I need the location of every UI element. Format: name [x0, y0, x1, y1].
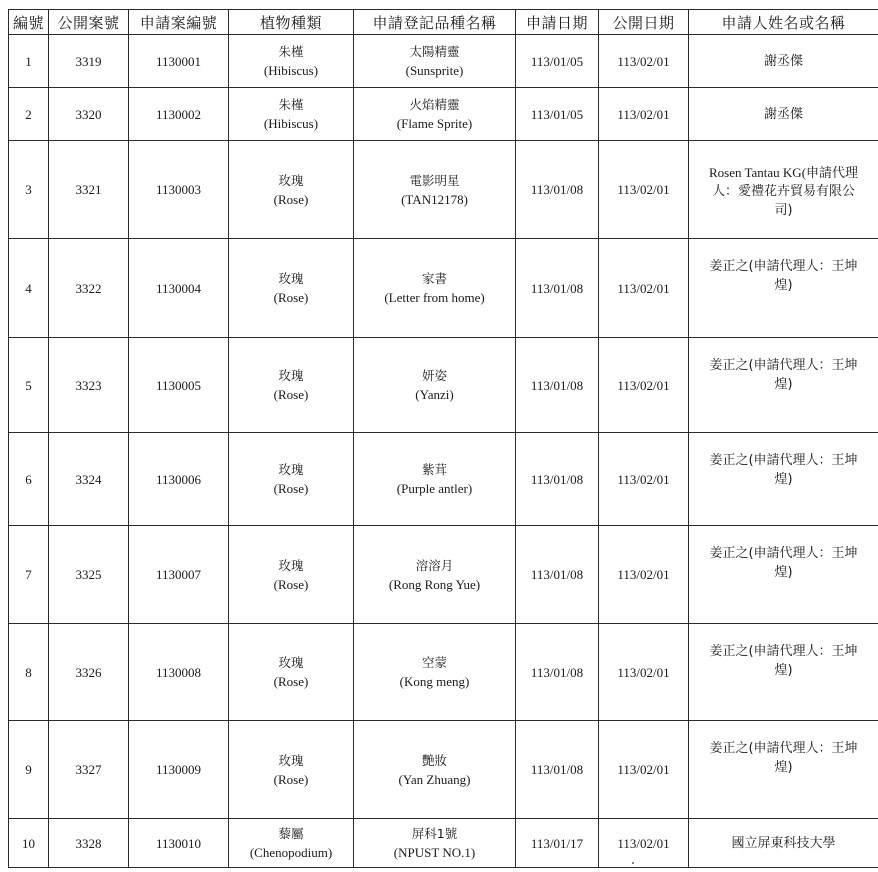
variety-name-zh: 紫茸	[421, 462, 447, 477]
public-case-no-cell: 3320	[49, 88, 129, 141]
public-case-no-cell: 3327	[49, 721, 129, 819]
variety-name-zh: 艷妝	[421, 752, 447, 768]
serial-no-cell: 2	[9, 88, 49, 141]
application-no-cell: 1130005	[129, 338, 229, 433]
publication-date-cell: 113/02/01	[599, 819, 689, 868]
plant-variety-registry-table	[8, 9, 878, 868]
applicant-line: 姜正之(申請代理人：王坤	[709, 453, 858, 468]
applicant-cell: 國立屏東科技大學	[689, 819, 878, 868]
header-variety-name: 申請登記品種名稱	[354, 10, 516, 35]
application-no-cell: 1130009	[129, 721, 229, 819]
variety-name-zh: 溶溶月	[415, 557, 454, 573]
variety-name-cell	[354, 526, 516, 624]
applicant-line: 煌)	[774, 760, 793, 775]
serial-no-cell: 5	[9, 338, 49, 433]
applicant-cell	[689, 624, 878, 721]
variety-name-en: (Purple antler)	[396, 481, 473, 496]
serial-no-cell: 6	[9, 433, 49, 526]
header-application-date: 申請日期	[516, 10, 599, 35]
application-no-cell: 1130002	[129, 88, 229, 141]
public-case-no-cell: 3321	[49, 141, 129, 239]
applicant-line: 姜正之(申請代理人：王坤	[709, 741, 858, 756]
applicant-cell	[689, 721, 878, 819]
application-date-cell: 113/01/05	[516, 35, 599, 88]
variety-name-en: (Flame Sprite)	[396, 116, 473, 131]
application-no-cell: 1130008	[129, 624, 229, 721]
applicant-cell	[689, 338, 878, 433]
application-date-cell: 113/01/08	[516, 624, 599, 721]
plant-species-en: (Rose)	[273, 771, 309, 787]
applicant-line: Rosen Tantau KG(申請代理	[708, 165, 859, 180]
plant-species-cell	[229, 624, 354, 721]
application-date-cell: 113/01/17	[516, 819, 599, 868]
table-row	[9, 624, 878, 721]
applicant-cell	[689, 433, 878, 526]
table-row	[9, 526, 878, 624]
application-no-cell: 1130004	[129, 239, 229, 338]
applicant-cell	[689, 141, 878, 239]
plant-species-cell	[229, 141, 354, 239]
applicant-line: 司)	[774, 203, 793, 218]
plant-species-en: (Rose)	[273, 191, 309, 207]
plant-species-en: (Rose)	[273, 674, 309, 689]
serial-no-cell: 10	[9, 819, 49, 868]
plant-species-cell	[229, 35, 354, 88]
plant-species-en: (Rose)	[273, 387, 309, 402]
variety-name-cell	[354, 35, 516, 88]
plant-species-en: (Rose)	[273, 576, 309, 592]
public-case-no-cell: 3328	[49, 819, 129, 868]
header-application-no: 申請案編號	[129, 10, 229, 35]
applicant-cell	[689, 526, 878, 624]
application-no-cell: 1130007	[129, 526, 229, 624]
applicant-line: 姜正之(申請代理人：王坤	[709, 259, 858, 274]
table-row	[9, 88, 878, 141]
table-row	[9, 141, 878, 239]
variety-name-zh: 家書	[421, 271, 447, 286]
application-date-cell: 113/01/08	[516, 721, 599, 819]
table-row	[9, 338, 878, 433]
variety-name-cell	[354, 88, 516, 141]
publication-date-cell: 113/02/01	[599, 239, 689, 338]
plant-species-zh: 玫瑰	[278, 557, 304, 573]
variety-name-zh: 太陽精靈	[409, 44, 460, 59]
plant-species-zh: 藜屬	[278, 826, 304, 841]
application-date-cell: 113/01/05	[516, 88, 599, 141]
header-plant-species: 植物種類	[229, 10, 354, 35]
public-case-no-cell: 3322	[49, 239, 129, 338]
variety-name-cell	[354, 624, 516, 721]
scan-speck	[632, 862, 634, 864]
variety-name-en: (TAN12178)	[401, 191, 468, 207]
plant-species-cell	[229, 526, 354, 624]
variety-name-en: (Rong Rong Yue)	[388, 576, 481, 592]
variety-name-zh: 電影明星	[409, 172, 460, 188]
plant-species-zh: 玫瑰	[278, 368, 304, 383]
plant-species-en: (Rose)	[273, 481, 309, 496]
header-serial-no: 編號	[9, 10, 49, 35]
publication-date-cell: 113/02/01	[599, 338, 689, 433]
plant-species-zh: 朱槿	[278, 97, 304, 112]
applicant-cell	[689, 239, 878, 338]
application-date-cell: 113/01/08	[516, 433, 599, 526]
applicant-line: 煌)	[774, 278, 793, 293]
variety-name-en: (NPUST NO.1)	[393, 845, 476, 860]
variety-name-en: (Yan Zhuang)	[398, 771, 471, 787]
public-case-no-cell: 3323	[49, 338, 129, 433]
public-case-no-cell: 3324	[49, 433, 129, 526]
application-no-cell: 1130001	[129, 35, 229, 88]
serial-no-cell: 9	[9, 721, 49, 819]
application-no-cell: 1130003	[129, 141, 229, 239]
publication-date-cell: 113/02/01	[599, 433, 689, 526]
plant-species-zh: 玫瑰	[278, 655, 304, 670]
public-case-no-cell: 3325	[49, 526, 129, 624]
applicant-line: 煌)	[774, 472, 793, 487]
plant-species-cell	[229, 88, 354, 141]
application-date-cell: 113/01/08	[516, 141, 599, 239]
table-row	[9, 35, 878, 88]
plant-species-en: (Hibiscus)	[263, 63, 319, 78]
applicant-cell: 謝丞傑	[689, 88, 878, 141]
plant-species-zh: 玫瑰	[278, 462, 304, 477]
variety-name-cell	[354, 819, 516, 868]
variety-name-cell	[354, 338, 516, 433]
variety-name-cell	[354, 721, 516, 819]
variety-name-zh: 空蒙	[421, 655, 447, 670]
publication-date-cell: 113/02/01	[599, 624, 689, 721]
plant-species-cell	[229, 433, 354, 526]
plant-species-zh: 玫瑰	[278, 172, 304, 188]
header-row	[9, 10, 878, 35]
variety-name-cell	[354, 433, 516, 526]
publication-date-cell: 113/02/01	[599, 526, 689, 624]
publication-date-cell: 113/02/01	[599, 721, 689, 819]
serial-no-cell: 7	[9, 526, 49, 624]
plant-species-en: (Rose)	[273, 290, 309, 305]
header-public-case-no: 公開案號	[49, 10, 129, 35]
variety-name-en: (Yanzi)	[415, 387, 454, 402]
plant-species-en: (Hibiscus)	[263, 116, 319, 131]
table-row	[9, 433, 878, 526]
serial-no-cell: 1	[9, 35, 49, 88]
header-publication-date: 公開日期	[599, 10, 689, 35]
variety-name-en: (Sunsprite)	[405, 63, 464, 78]
plant-species-zh: 朱槿	[278, 44, 304, 59]
variety-name-zh: 火焰精靈	[409, 97, 460, 112]
table-row	[9, 721, 878, 819]
application-no-cell: 1130010	[129, 819, 229, 868]
applicant-line: 人：愛禮花卉貿易有限公	[711, 184, 855, 199]
applicant-line: 煌)	[774, 377, 793, 392]
serial-no-cell: 4	[9, 239, 49, 338]
variety-name-cell	[354, 239, 516, 338]
plant-species-cell	[229, 721, 354, 819]
applicant-line: 姜正之(申請代理人：王坤	[709, 358, 858, 373]
plant-species-en: (Chenopodium)	[249, 845, 333, 860]
applicant-line: 姜正之(申請代理人：王坤	[709, 546, 858, 561]
applicant-line: 煌)	[774, 663, 793, 678]
plant-species-cell	[229, 819, 354, 868]
publication-date-cell: 113/02/01	[599, 35, 689, 88]
serial-no-cell: 3	[9, 141, 49, 239]
variety-name-zh: 妍姿	[421, 368, 447, 383]
applicant-line: 煌)	[774, 565, 793, 580]
application-date-cell: 113/01/08	[516, 239, 599, 338]
application-date-cell: 113/01/08	[516, 526, 599, 624]
variety-name-cell	[354, 141, 516, 239]
application-date-cell: 113/01/08	[516, 338, 599, 433]
table-row	[9, 819, 878, 868]
variety-name-en: (Letter from home)	[384, 290, 485, 305]
publication-date-cell: 113/02/01	[599, 88, 689, 141]
plant-species-cell	[229, 239, 354, 338]
plant-species-zh: 玫瑰	[278, 271, 304, 286]
publication-date-cell: 113/02/01	[599, 141, 689, 239]
application-no-cell: 1130006	[129, 433, 229, 526]
applicant-cell: 謝丞傑	[689, 35, 878, 88]
applicant-line: 姜正之(申請代理人：王坤	[709, 644, 858, 659]
variety-name-en: (Kong meng)	[399, 674, 470, 689]
public-case-no-cell: 3319	[49, 35, 129, 88]
public-case-no-cell: 3326	[49, 624, 129, 721]
plant-species-cell	[229, 338, 354, 433]
variety-name-zh: 屏科1號	[411, 826, 458, 841]
serial-no-cell: 8	[9, 624, 49, 721]
plant-species-zh: 玫瑰	[278, 752, 304, 768]
table-row	[9, 239, 878, 338]
header-applicant-name: 申請人姓名或名稱	[689, 10, 878, 35]
